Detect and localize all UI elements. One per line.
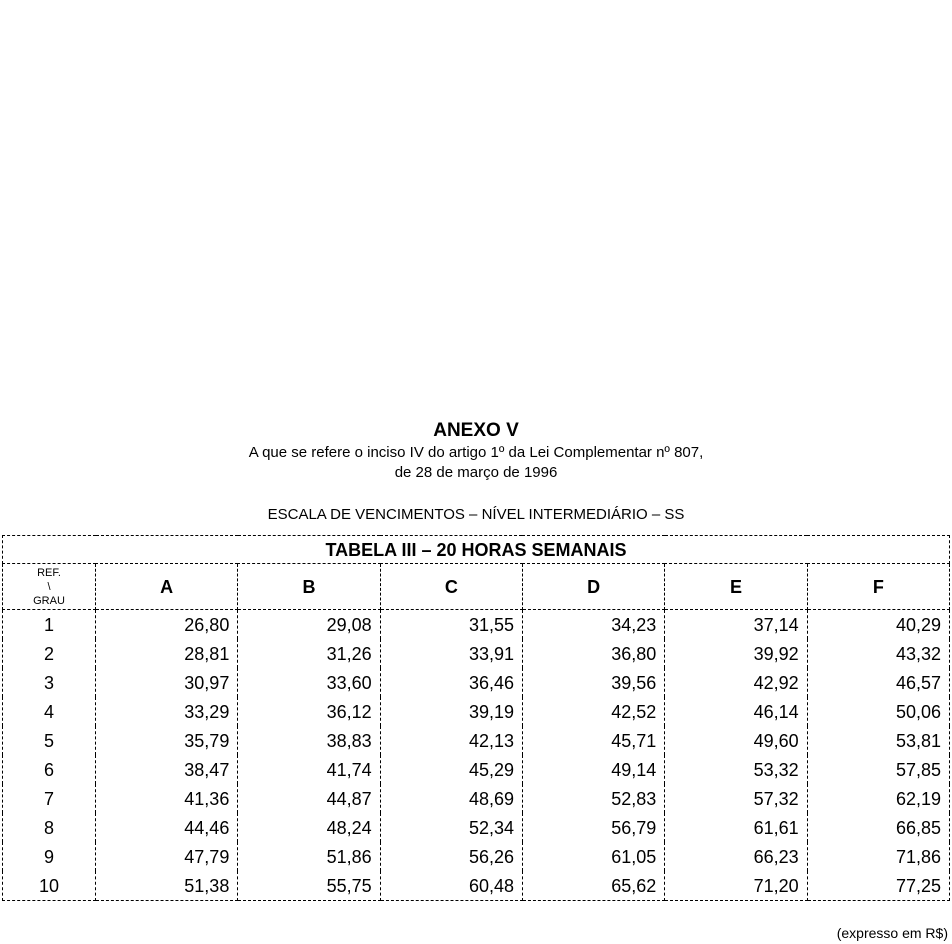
- value-cell: 42,92: [665, 668, 807, 697]
- value-cell: 51,86: [238, 842, 380, 871]
- value-cell: 48,24: [238, 813, 380, 842]
- value-cell: 41,74: [238, 755, 380, 784]
- value-cell: 38,47: [96, 755, 238, 784]
- value-cell: 33,29: [96, 697, 238, 726]
- value-cell: 65,62: [522, 871, 664, 901]
- value-cell: 71,20: [665, 871, 807, 901]
- value-cell: 29,08: [238, 610, 380, 640]
- ref-cell: 1: [3, 610, 96, 640]
- column-header-a: A: [96, 564, 238, 610]
- ref-cell: 9: [3, 842, 96, 871]
- value-cell: 31,55: [380, 610, 522, 640]
- value-cell: 60,48: [380, 871, 522, 901]
- ref-cell: 4: [3, 697, 96, 726]
- value-cell: 44,87: [238, 784, 380, 813]
- value-cell: 42,52: [522, 697, 664, 726]
- value-cell: 61,05: [522, 842, 664, 871]
- value-cell: 56,26: [380, 842, 522, 871]
- ref-cell: 10: [3, 871, 96, 901]
- value-cell: 77,25: [807, 871, 949, 901]
- column-header-c: C: [380, 564, 522, 610]
- value-cell: 35,79: [96, 726, 238, 755]
- ref-cell: 2: [3, 639, 96, 668]
- value-cell: 30,97: [96, 668, 238, 697]
- value-cell: 41,36: [96, 784, 238, 813]
- value-cell: 47,79: [96, 842, 238, 871]
- value-cell: 38,83: [238, 726, 380, 755]
- column-header-e: E: [665, 564, 807, 610]
- table-row: [3, 755, 950, 784]
- document-title: ANEXO V: [433, 420, 519, 441]
- value-cell: 39,56: [522, 668, 664, 697]
- value-cell: 66,23: [665, 842, 807, 871]
- value-cell: 61,61: [665, 813, 807, 842]
- value-cell: 62,19: [807, 784, 949, 813]
- value-cell: 36,12: [238, 697, 380, 726]
- subtitle-line-1: A que se refere o inciso IV do artigo 1º da Lei Complementar nº 807,: [248, 444, 704, 461]
- ref-cell: 6: [3, 755, 96, 784]
- table-row: [3, 697, 950, 726]
- ref-cell: 5: [3, 726, 96, 755]
- grau-label: GRAU: [33, 594, 65, 607]
- ref-separator: \: [47, 580, 51, 593]
- ref-cell: 3: [3, 668, 96, 697]
- value-cell: 39,19: [380, 697, 522, 726]
- value-cell: 53,81: [807, 726, 949, 755]
- value-cell: 46,57: [807, 668, 949, 697]
- value-cell: 53,32: [665, 755, 807, 784]
- subtitle-line-2: de 28 de março de 1996: [394, 464, 558, 481]
- value-cell: 51,38: [96, 871, 238, 901]
- salary-table: [2, 535, 950, 901]
- value-cell: 45,71: [522, 726, 664, 755]
- value-cell: 36,80: [522, 639, 664, 668]
- value-cell: 33,60: [238, 668, 380, 697]
- value-cell: 31,26: [238, 639, 380, 668]
- currency-note: (expresso em R$): [836, 925, 948, 941]
- table-row: [3, 842, 950, 871]
- ref-cell: 8: [3, 813, 96, 842]
- value-cell: 45,29: [380, 755, 522, 784]
- table-title: TABELA III – 20 HORAS SEMANAIS: [3, 536, 950, 564]
- value-cell: 42,13: [380, 726, 522, 755]
- ref-grau-header: [3, 564, 96, 610]
- value-cell: 46,14: [665, 697, 807, 726]
- value-cell: 28,81: [96, 639, 238, 668]
- value-cell: 71,86: [807, 842, 949, 871]
- ref-label: REF.: [37, 566, 61, 579]
- table-row: [3, 871, 950, 901]
- value-cell: 36,46: [380, 668, 522, 697]
- value-cell: 57,85: [807, 755, 949, 784]
- value-cell: 40,29: [807, 610, 949, 640]
- value-cell: 57,32: [665, 784, 807, 813]
- value-cell: 43,32: [807, 639, 949, 668]
- table-row: [3, 726, 950, 755]
- value-cell: 39,92: [665, 639, 807, 668]
- value-cell: 52,83: [522, 784, 664, 813]
- value-cell: 44,46: [96, 813, 238, 842]
- table-row: [3, 784, 950, 813]
- value-cell: 33,91: [380, 639, 522, 668]
- value-cell: 37,14: [665, 610, 807, 640]
- table-row: [3, 813, 950, 842]
- value-cell: 49,14: [522, 755, 664, 784]
- column-header-d: D: [522, 564, 664, 610]
- column-header-b: B: [238, 564, 380, 610]
- column-header-f: F: [807, 564, 949, 610]
- value-cell: 26,80: [96, 610, 238, 640]
- value-cell: 48,69: [380, 784, 522, 813]
- table-row: [3, 639, 950, 668]
- value-cell: 50,06: [807, 697, 949, 726]
- ref-cell: 7: [3, 784, 96, 813]
- value-cell: 66,85: [807, 813, 949, 842]
- value-cell: 52,34: [380, 813, 522, 842]
- value-cell: 56,79: [522, 813, 664, 842]
- value-cell: 49,60: [665, 726, 807, 755]
- table-row: [3, 668, 950, 697]
- value-cell: 55,75: [238, 871, 380, 901]
- table-row: [3, 610, 950, 640]
- scale-heading: ESCALA DE VENCIMENTOS – NÍVEL INTERMEDIÁRIO – SS: [267, 506, 685, 523]
- value-cell: 34,23: [522, 610, 664, 640]
